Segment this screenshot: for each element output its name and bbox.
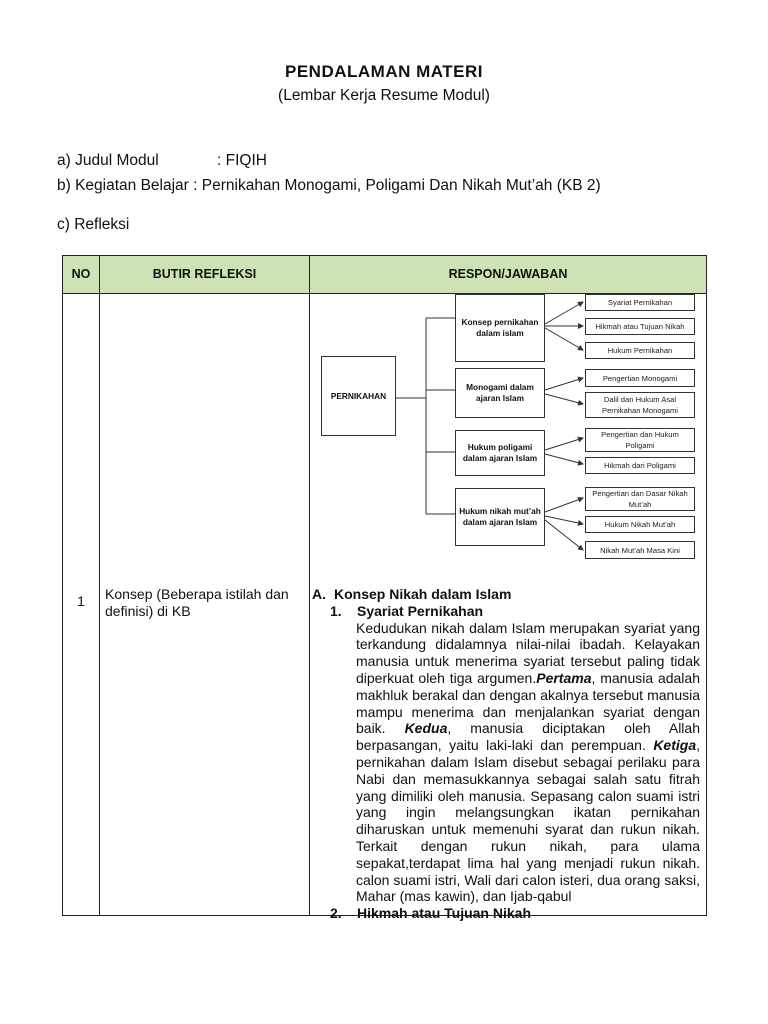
meta-judul (57, 152, 267, 170)
diagram-leaf-box: Pengertian Monogami (585, 369, 695, 387)
refleksi-table (62, 255, 707, 922)
item-paragraph: Kedudukan nikah dalam Islam merupakan syariat yang terkandung didalamnya nilai-nilai ibadah. Kelayakan manusia untuk menerima syariat tersebut paling tidak diperkuat oleh tiga argumen.Pertama, manusia adalah makhluk berakal dan dengan akalnya tersebut manusia mampu menerima dan menjalankan syariat dengan baik. Kedua, manusia diciptakan oleh Allah berpasangan, yaitu laki-laki dan perempuan. Ketiga, pernikahan dalam Islam disebut sebagai perilaku para Nabi dan memasukkannya sebagai salah satu fitrah yang dimiliki oleh manusia. Sepasang calon suami istri yang ingin melangsungkan ikatan pernikahan diharuskan untuk memenuhi syarat dan rukun nikah. Terkait dengan rukun nikah, para ulama sepakat,terdapat lima hal yang menjadi rukun nikah. calon suami istri, Wali dari calon isteri, dua orang saksi, Mahar (mas kawin), dan Ijab-qabul (356, 619, 700, 905)
emphasis-ketiga: Ketiga (653, 737, 697, 754)
row-number: 1 (77, 593, 85, 609)
diagram-leaf-box: Syariat Pernikahan (585, 294, 695, 311)
emphasis-pertama: Pertama (536, 669, 592, 686)
section-label: A. (312, 586, 326, 602)
diagram-leaf-box: Dalil dan Hukum Asal Pernikahan Monogami (585, 392, 695, 418)
diagram-leaf-box: Hukum Nikah Mut’ah (585, 516, 695, 533)
column-divider (309, 256, 310, 915)
kegiatan-value: Pernikahan Monogami, Poligami Dan Nikah Mut’ah (KB 2) (197, 177, 601, 194)
diagram-branch-box: Konsep pernikahan dalam islam (455, 294, 545, 362)
concept-diagram (321, 294, 706, 562)
item-number: 2. (330, 905, 342, 922)
diagram-leaf-box: Hikmah dari Poligami (585, 457, 695, 474)
item-title: Hikmah atau Tujuan Nikah (357, 905, 531, 922)
item-heading (312, 905, 700, 922)
refleksi-label: c) Refleksi (57, 216, 130, 233)
header-respon: RESPON/JAWABAN (448, 267, 568, 281)
diagram-leaf-box: Pengertian dan Hukum Poligami (585, 428, 695, 452)
emphasis-kedua: Kedua (404, 720, 448, 737)
meta-kegiatan (57, 177, 601, 195)
item-number: 1. (330, 602, 342, 619)
header-no: NO (71, 267, 91, 281)
diagram-branch-box: Monogami dalam ajaran Islam (455, 368, 545, 418)
respon-content (312, 586, 700, 922)
item-heading (312, 603, 700, 620)
section-heading (312, 586, 700, 603)
diagram-leaf-box: Hikmah atau Tujuan Nikah (585, 318, 695, 335)
column-divider (99, 256, 100, 915)
diagram-branch-box: Hukum nikah mut’ah dalam ajaran Islam (455, 488, 545, 546)
butir-refleksi-text: Konsep (Beberapa istilah dan definisi) di KB (105, 586, 289, 619)
item-title: Syariat Pernikahan (357, 602, 484, 619)
header-butir: BUTIR REFLEKSI (152, 267, 257, 281)
page-title: PENDALAMAN MATERI (284, 62, 483, 81)
section-title: Konsep Nikah dalam Islam (334, 586, 512, 602)
diagram-leaf-box: Nikah Mut’ah Masa Kini (585, 541, 695, 559)
diagram-leaf-box: Hukum Pernikahan (585, 342, 695, 359)
diagram-leaf-box: Pengertian dan Dasar Nikah Mut’ah (585, 487, 695, 511)
page-subtitle: (Lembar Kerja Resume Modul) (278, 87, 490, 104)
judul-value: : FIQIH (217, 152, 267, 169)
judul-label: a) Judul Modul (57, 152, 159, 169)
kegiatan-label: b) Kegiatan Belajar : (57, 177, 198, 194)
diagram-root-box: PERNIKAHAN (321, 356, 396, 436)
diagram-branch-box: Hukum poligami dalam ajaran Islam (455, 430, 545, 476)
